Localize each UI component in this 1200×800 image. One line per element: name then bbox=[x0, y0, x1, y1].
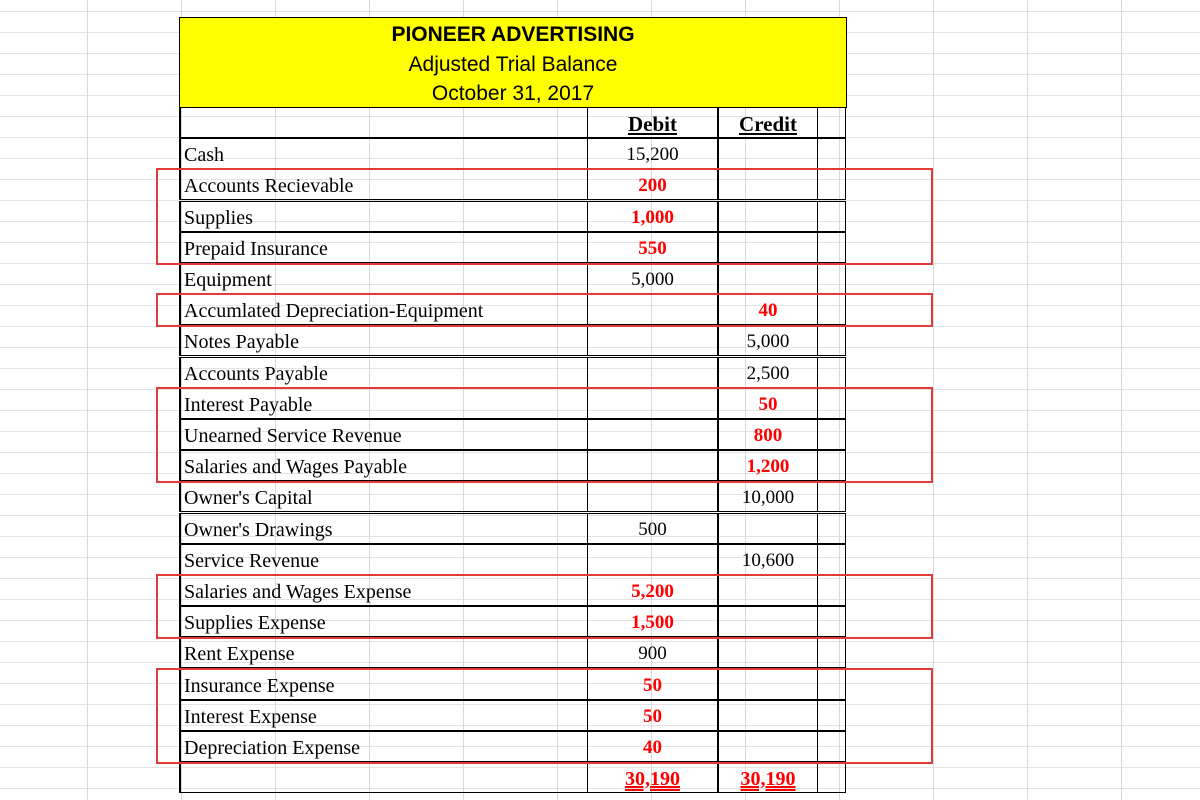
account-cell[interactable] bbox=[179, 450, 588, 481]
table-row bbox=[179, 545, 847, 576]
account-name: Service Revenue bbox=[184, 549, 319, 572]
debit-cell[interactable] bbox=[587, 419, 718, 450]
table-row bbox=[179, 202, 847, 233]
account-name: Unearned Service Revenue bbox=[184, 425, 402, 447]
account-name: Owner's Capital bbox=[184, 487, 313, 510]
table-row bbox=[179, 233, 847, 264]
account-cell[interactable] bbox=[179, 325, 588, 356]
credit-amount: 800 bbox=[753, 425, 783, 446]
table-row bbox=[179, 358, 847, 389]
credit-cell[interactable] bbox=[718, 700, 818, 731]
credit-header-cell[interactable] bbox=[718, 107, 818, 138]
account-name: Accounts Recievable bbox=[184, 175, 354, 198]
debit-amount: 40 bbox=[643, 737, 662, 758]
table-row bbox=[179, 451, 847, 482]
debit-amount: 900 bbox=[638, 643, 667, 665]
table-row bbox=[179, 701, 847, 732]
debit-amount: 550 bbox=[638, 237, 667, 259]
account-cell[interactable] bbox=[179, 544, 588, 575]
account-cell[interactable] bbox=[179, 388, 588, 419]
account-cell[interactable] bbox=[179, 637, 588, 668]
debit-cell[interactable] bbox=[587, 357, 718, 388]
account-name: Depreciation Expense bbox=[184, 737, 361, 759]
credit-cell[interactable] bbox=[718, 731, 818, 762]
account-name: Cash bbox=[184, 144, 224, 167]
debit-amount: 5,000 bbox=[631, 269, 674, 290]
account-cell[interactable] bbox=[179, 357, 588, 388]
debit-cell[interactable] bbox=[587, 669, 718, 700]
debit-cell[interactable] bbox=[587, 450, 718, 481]
debit-amount: 1,500 bbox=[631, 612, 674, 634]
account-cell[interactable] bbox=[179, 669, 588, 700]
debit-amount: 15,200 bbox=[626, 144, 679, 166]
account-cell[interactable] bbox=[179, 481, 588, 512]
debit-header: Debit bbox=[628, 112, 677, 136]
account-cell[interactable] bbox=[179, 138, 588, 169]
account-cell[interactable] bbox=[179, 263, 588, 294]
debit-cell[interactable] bbox=[587, 731, 718, 762]
debit-amount: 200 bbox=[638, 175, 667, 197]
credit-cell[interactable] bbox=[718, 325, 818, 356]
account-cell[interactable] bbox=[179, 731, 588, 762]
debit-cell[interactable] bbox=[587, 700, 718, 731]
account-header-cell[interactable] bbox=[179, 107, 588, 138]
account-name: Salaries and Wages Payable bbox=[184, 456, 407, 479]
table-row bbox=[179, 295, 847, 326]
account-name: Interest Payable bbox=[184, 393, 313, 416]
credit-total: 30,190 bbox=[740, 768, 796, 791]
table-row bbox=[179, 420, 847, 451]
credit-cell[interactable] bbox=[718, 450, 818, 481]
account-cell[interactable] bbox=[179, 201, 588, 232]
account-name: Accumlated Depreciation-Equipment bbox=[184, 300, 484, 323]
debit-cell[interactable] bbox=[587, 232, 718, 263]
credit-amount: 2,500 bbox=[746, 362, 790, 384]
credit-cell[interactable] bbox=[718, 232, 818, 263]
account-cell[interactable] bbox=[179, 294, 588, 325]
account-name: Accounts Payable bbox=[184, 362, 328, 385]
debit-cell[interactable] bbox=[587, 575, 718, 606]
debit-cell[interactable] bbox=[587, 388, 718, 419]
debit-header-cell[interactable] bbox=[587, 107, 718, 138]
credit-cell[interactable] bbox=[718, 138, 818, 169]
debit-amount: 500 bbox=[638, 518, 667, 540]
account-name: Interest Expense bbox=[184, 705, 317, 728]
table-row bbox=[179, 670, 847, 701]
debit-cell[interactable] bbox=[587, 606, 718, 637]
account-cell[interactable] bbox=[179, 169, 588, 200]
table-row bbox=[179, 170, 847, 201]
credit-cell[interactable] bbox=[718, 263, 818, 294]
table-row bbox=[179, 326, 847, 357]
debit-cell[interactable] bbox=[587, 169, 718, 200]
credit-amount: 40 bbox=[758, 300, 778, 322]
credit-amount: 50 bbox=[758, 393, 778, 415]
debit-amount: 50 bbox=[643, 674, 662, 696]
debit-cell[interactable] bbox=[587, 513, 718, 544]
debit-cell[interactable] bbox=[587, 637, 718, 668]
table-row bbox=[179, 638, 847, 669]
debit-cell[interactable] bbox=[587, 544, 718, 575]
credit-amount: 10,600 bbox=[741, 549, 795, 571]
account-name: Salaries and Wages Expense bbox=[184, 581, 412, 603]
table-row bbox=[179, 514, 847, 545]
table-row bbox=[179, 389, 847, 420]
account-cell[interactable] bbox=[179, 232, 588, 263]
credit-cell[interactable] bbox=[718, 357, 818, 388]
table-row bbox=[179, 139, 847, 170]
statement-header[interactable] bbox=[179, 17, 847, 108]
credit-amount: 1,200 bbox=[746, 456, 790, 478]
credit-cell[interactable] bbox=[718, 669, 818, 700]
debit-amount: 1,000 bbox=[631, 206, 674, 228]
credit-cell[interactable] bbox=[718, 201, 818, 232]
account-cell[interactable] bbox=[179, 419, 588, 450]
credit-amount: 5,000 bbox=[746, 331, 790, 353]
account-name: Rent Expense bbox=[184, 643, 295, 666]
credit-cell[interactable] bbox=[718, 481, 818, 512]
account-cell[interactable] bbox=[179, 513, 588, 544]
credit-cell[interactable] bbox=[718, 513, 818, 544]
column-header-row bbox=[179, 108, 847, 139]
debit-cell[interactable] bbox=[587, 138, 718, 169]
table-row bbox=[179, 607, 847, 638]
debit-amount: 5,200 bbox=[631, 581, 674, 602]
credit-cell[interactable] bbox=[718, 575, 818, 606]
table-row bbox=[179, 576, 847, 607]
account-name: Equipment bbox=[184, 269, 272, 291]
table-row bbox=[179, 264, 847, 295]
credit-amount: 10,000 bbox=[741, 487, 795, 509]
debit-amount: 50 bbox=[643, 705, 662, 727]
credit-cell[interactable] bbox=[718, 544, 818, 575]
account-cell[interactable] bbox=[179, 575, 588, 606]
debit-cell[interactable] bbox=[587, 201, 718, 232]
credit-header: Credit bbox=[739, 112, 797, 136]
account-name: Notes Payable bbox=[184, 331, 299, 354]
account-cell[interactable] bbox=[179, 606, 588, 637]
statement-title: Adjusted Trial Balance bbox=[408, 53, 618, 76]
credit-cell[interactable] bbox=[718, 637, 818, 668]
debit-cell[interactable] bbox=[587, 325, 718, 356]
statement-date: October 31, 2017 bbox=[431, 82, 595, 105]
debit-cell[interactable] bbox=[587, 263, 718, 294]
debit-total-cell[interactable] bbox=[587, 762, 718, 793]
account-name: Supplies Expense bbox=[184, 612, 326, 635]
credit-cell[interactable] bbox=[718, 606, 818, 637]
account-name: Insurance Expense bbox=[184, 674, 335, 697]
credit-cell[interactable] bbox=[718, 169, 818, 200]
account-name: Owner's Drawings bbox=[184, 518, 333, 541]
credit-cell[interactable] bbox=[718, 388, 818, 419]
credit-cell[interactable] bbox=[718, 294, 818, 325]
table-row bbox=[179, 732, 847, 763]
company-name: PIONEER ADVERTISING bbox=[391, 23, 635, 46]
debit-cell[interactable] bbox=[587, 294, 718, 325]
account-cell[interactable] bbox=[179, 700, 588, 731]
account-name: Prepaid Insurance bbox=[184, 237, 328, 260]
credit-total-cell[interactable] bbox=[718, 762, 818, 793]
credit-cell[interactable] bbox=[718, 419, 818, 450]
table-row bbox=[179, 482, 847, 513]
totals-label-cell[interactable] bbox=[179, 762, 588, 793]
totals-row bbox=[179, 763, 847, 794]
account-name: Supplies bbox=[184, 206, 253, 229]
debit-total: 30,190 bbox=[625, 768, 680, 791]
debit-cell[interactable] bbox=[587, 481, 718, 512]
